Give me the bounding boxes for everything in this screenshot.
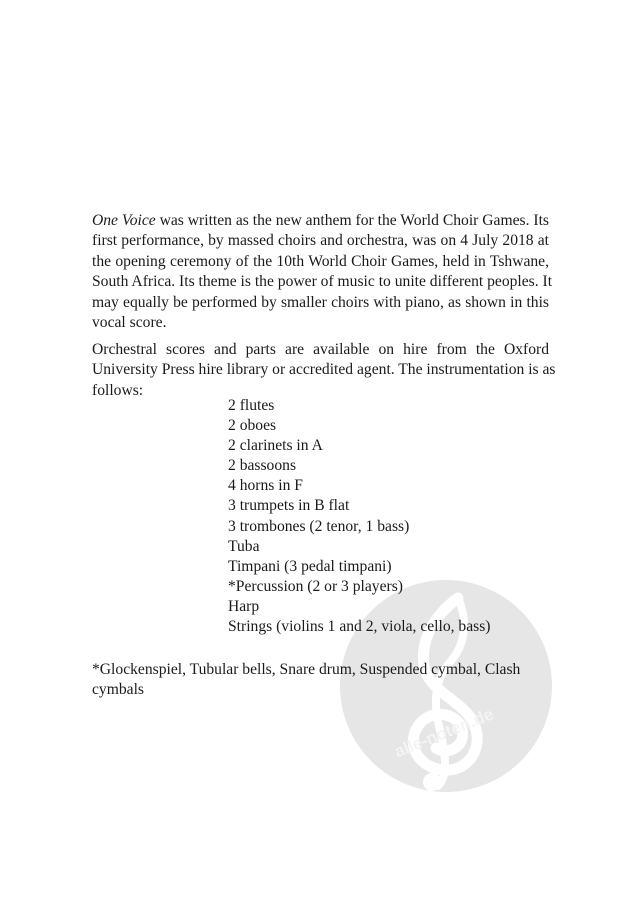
- list-item: 2 flutes: [228, 397, 275, 414]
- work-title: One Voice: [92, 212, 156, 229]
- footnote-line-1: *Glockenspiel, Tubular bells, Snare drum, Suspended cymbal, Clash: [92, 661, 521, 678]
- list-item: Tuba: [228, 537, 260, 555]
- footnote-line-2: cymbals: [92, 681, 144, 699]
- percussion-footnote: [92, 660, 552, 701]
- intro-line-4: South Africa. Its theme is the power of music to unite different peoples. It: [92, 273, 553, 291]
- hire-paragraph: [92, 340, 556, 401]
- intro-line-3: the opening ceremony of the 10th World Choir Games, held in Tshwane,: [92, 252, 549, 270]
- list-item: Harp: [228, 597, 260, 615]
- intro-line-5: may equally be performed by smaller choirs with piano, as shown in this: [92, 293, 549, 311]
- list-item: 3 trumpets in B flat: [228, 497, 350, 515]
- intro-line-6: vocal score.: [92, 314, 167, 332]
- watermark-text: alle-noten.de: [391, 704, 497, 762]
- hire-line-3: follows:: [92, 381, 144, 399]
- list-item: 2 oboes: [228, 417, 277, 435]
- list-item: Strings (violins 1 and 2, viola, cello, bass): [228, 618, 491, 636]
- instrumentation-list: [228, 396, 490, 637]
- list-item: 3 trombones (2 tenor, 1 bass): [228, 517, 410, 535]
- hire-line-1: Orchestral scores and parts are available on hire from the Oxford: [92, 341, 549, 358]
- intro-line-1: One Voice was written as the new anthem for the World Choir Games. Its: [92, 212, 549, 229]
- list-item: 4 horns in F: [228, 477, 303, 495]
- intro-line-2: first performance, by massed choirs and orchestra, was on 4 July 2018 at: [92, 232, 549, 250]
- list-item: 2 clarinets in A: [228, 437, 323, 455]
- list-item: *Percussion (2 or 3 players): [228, 577, 403, 595]
- list-item: 2 bassoons: [228, 457, 297, 475]
- hire-line-2: University Press hire library or accredited agent. The instrumentation is as: [92, 361, 556, 379]
- list-item: Timpani (3 pedal timpani): [228, 557, 392, 575]
- intro-paragraph: [92, 211, 553, 333]
